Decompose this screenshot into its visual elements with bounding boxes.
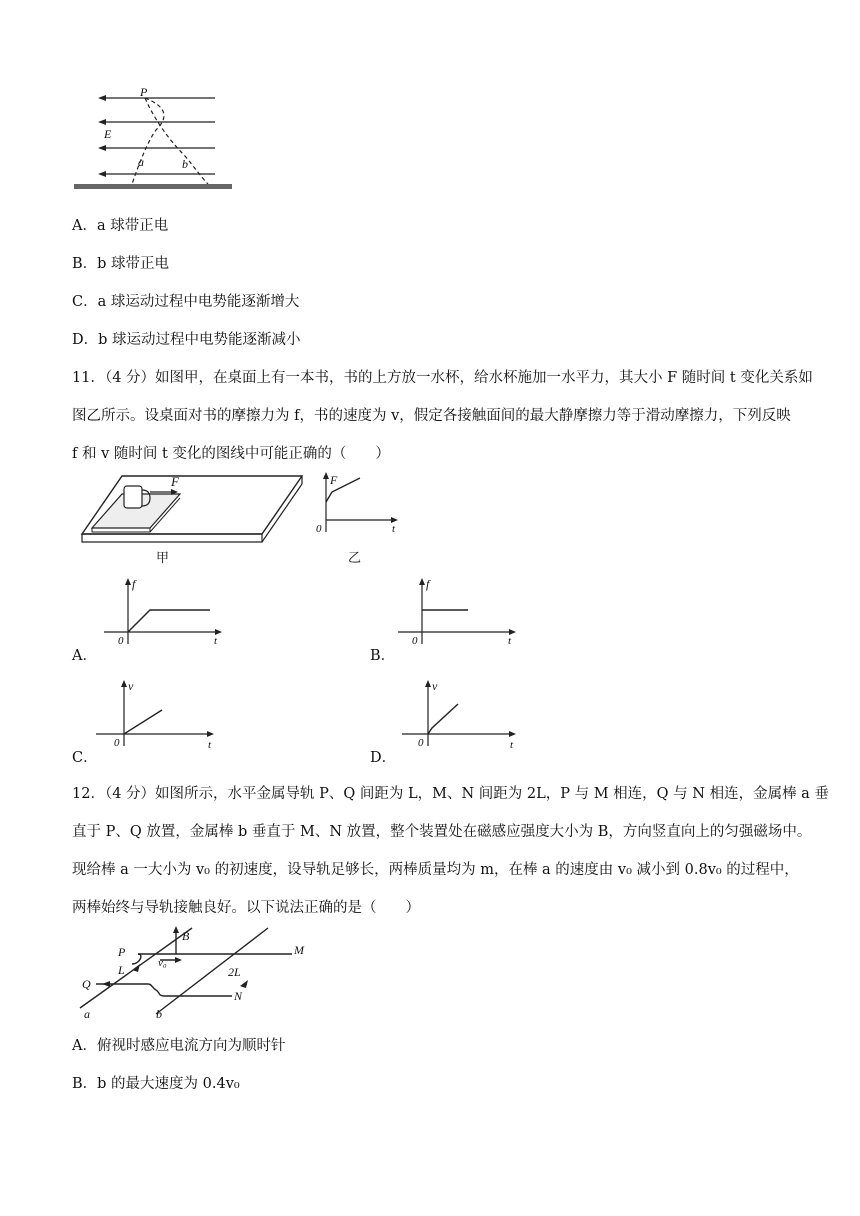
- q11-figure-jia: [76, 472, 306, 566]
- q11-b-axis-f: f: [426, 577, 430, 591]
- q11-option-d-graph[interactable]: [398, 676, 528, 756]
- q11-force-label: F: [171, 474, 179, 489]
- q12-label-2l: 2L: [228, 965, 241, 979]
- q11-option-c-graph[interactable]: [92, 676, 222, 756]
- q12-option-b[interactable]: B．b 的最大速度为 0.4v₀: [72, 1076, 240, 1092]
- q12-label-n: N: [234, 989, 243, 1003]
- q11-b-origin: 0: [412, 635, 418, 647]
- q12-label-v0: v₀: [158, 957, 167, 969]
- q11-option-b-label[interactable]: B．: [370, 648, 396, 664]
- q11-caption-yi: 乙: [348, 550, 362, 565]
- q12-option-a[interactable]: A．俯视时感应电流方向为顺时针: [72, 1038, 286, 1054]
- q12-label-q: Q: [82, 977, 91, 991]
- q11-d-axis-v: v: [432, 679, 438, 693]
- q12-label-b-field: B: [182, 929, 190, 943]
- q12-stem-line1: 12．（4 分）如图所示，水平金属导轨 P、Q 间距为 L，M、N 间距为 2L，P 与 M 相连，Q 与 N 相连，金属棒 a 垂: [72, 786, 829, 802]
- q10-field-figure: [70, 86, 240, 194]
- q11-a-axis-t: t: [214, 635, 218, 647]
- q12-stem-line4: 两棒始终与导轨接触良好。以下说法正确的是（ ）: [72, 900, 420, 916]
- q10-label-b: b: [182, 157, 188, 171]
- q11-yi-axis-t: t: [392, 523, 396, 535]
- q11-option-a-label[interactable]: A．: [72, 648, 97, 664]
- q11-stem-line1: 11．（4 分）如图甲，在桌面上有一本书，书的上方放一水杯，给水杯施加一水平力，其大小 F 随时间 t 变化关系如: [72, 370, 813, 386]
- q12-label-l: L: [118, 963, 125, 977]
- q11-option-d-label[interactable]: D．: [370, 750, 397, 766]
- q11-a-axis-f: f: [132, 577, 136, 591]
- q10-option-c[interactable]: C．a 球运动过程中电势能逐渐增大: [72, 294, 300, 310]
- q10-label-e: E: [104, 127, 112, 141]
- q11-yi-origin: 0: [316, 523, 322, 535]
- q10-option-b[interactable]: B．b 球带正电: [72, 256, 170, 272]
- q11-option-b-graph[interactable]: [394, 574, 524, 654]
- q10-label-p: P: [140, 86, 148, 99]
- q12-label-m: M: [294, 943, 304, 957]
- q10-option-d[interactable]: D．b 球运动过程中电势能逐渐减小: [72, 332, 301, 348]
- q11-caption-jia: 甲: [156, 550, 170, 565]
- q12-label-p: P: [118, 945, 126, 959]
- q12-label-b: b: [156, 1007, 162, 1020]
- q11-option-c-label[interactable]: C．: [72, 750, 98, 766]
- q11-c-origin: 0: [114, 737, 120, 749]
- q11-a-origin: 0: [118, 635, 124, 647]
- q10-option-a[interactable]: A．a 球带正电: [72, 218, 169, 234]
- q11-yi-axis-f: F: [330, 473, 338, 487]
- q11-stem-line2: 图乙所示。设桌面对书的摩擦力为 f，书的速度为 v，假定各接触面间的最大静摩擦力等于滑动摩擦力，下列反映: [72, 408, 791, 424]
- q11-figure-yi: [312, 470, 402, 566]
- q12-rail-figure: [72, 924, 322, 1020]
- q12-stem-line2: 直于 P、Q 放置，金属棒 b 垂直于 M、N 放置，整个装置处在磁感应强度大小为 B，方向竖直向上的匀强磁场中。: [72, 824, 812, 840]
- q10-label-a: a: [138, 155, 144, 169]
- q11-option-a-graph[interactable]: [100, 574, 230, 654]
- q11-d-axis-t: t: [510, 739, 514, 751]
- q11-stem-line3: f 和 v 随时间 t 变化的图线中可能正确的（ ）: [72, 446, 390, 462]
- q11-b-axis-t: t: [508, 635, 512, 647]
- q11-c-axis-v: v: [128, 679, 134, 693]
- q11-c-axis-t: t: [208, 739, 212, 751]
- q12-stem-line3: 现给棒 a 一大小为 v₀ 的初速度，设导轨足够长，两棒质量均为 m，在棒 a 的速度由 v₀ 减小到 0.8v₀ 的过程中，: [72, 862, 799, 878]
- q11-d-origin: 0: [418, 737, 424, 749]
- q12-label-a: a: [84, 1007, 90, 1020]
